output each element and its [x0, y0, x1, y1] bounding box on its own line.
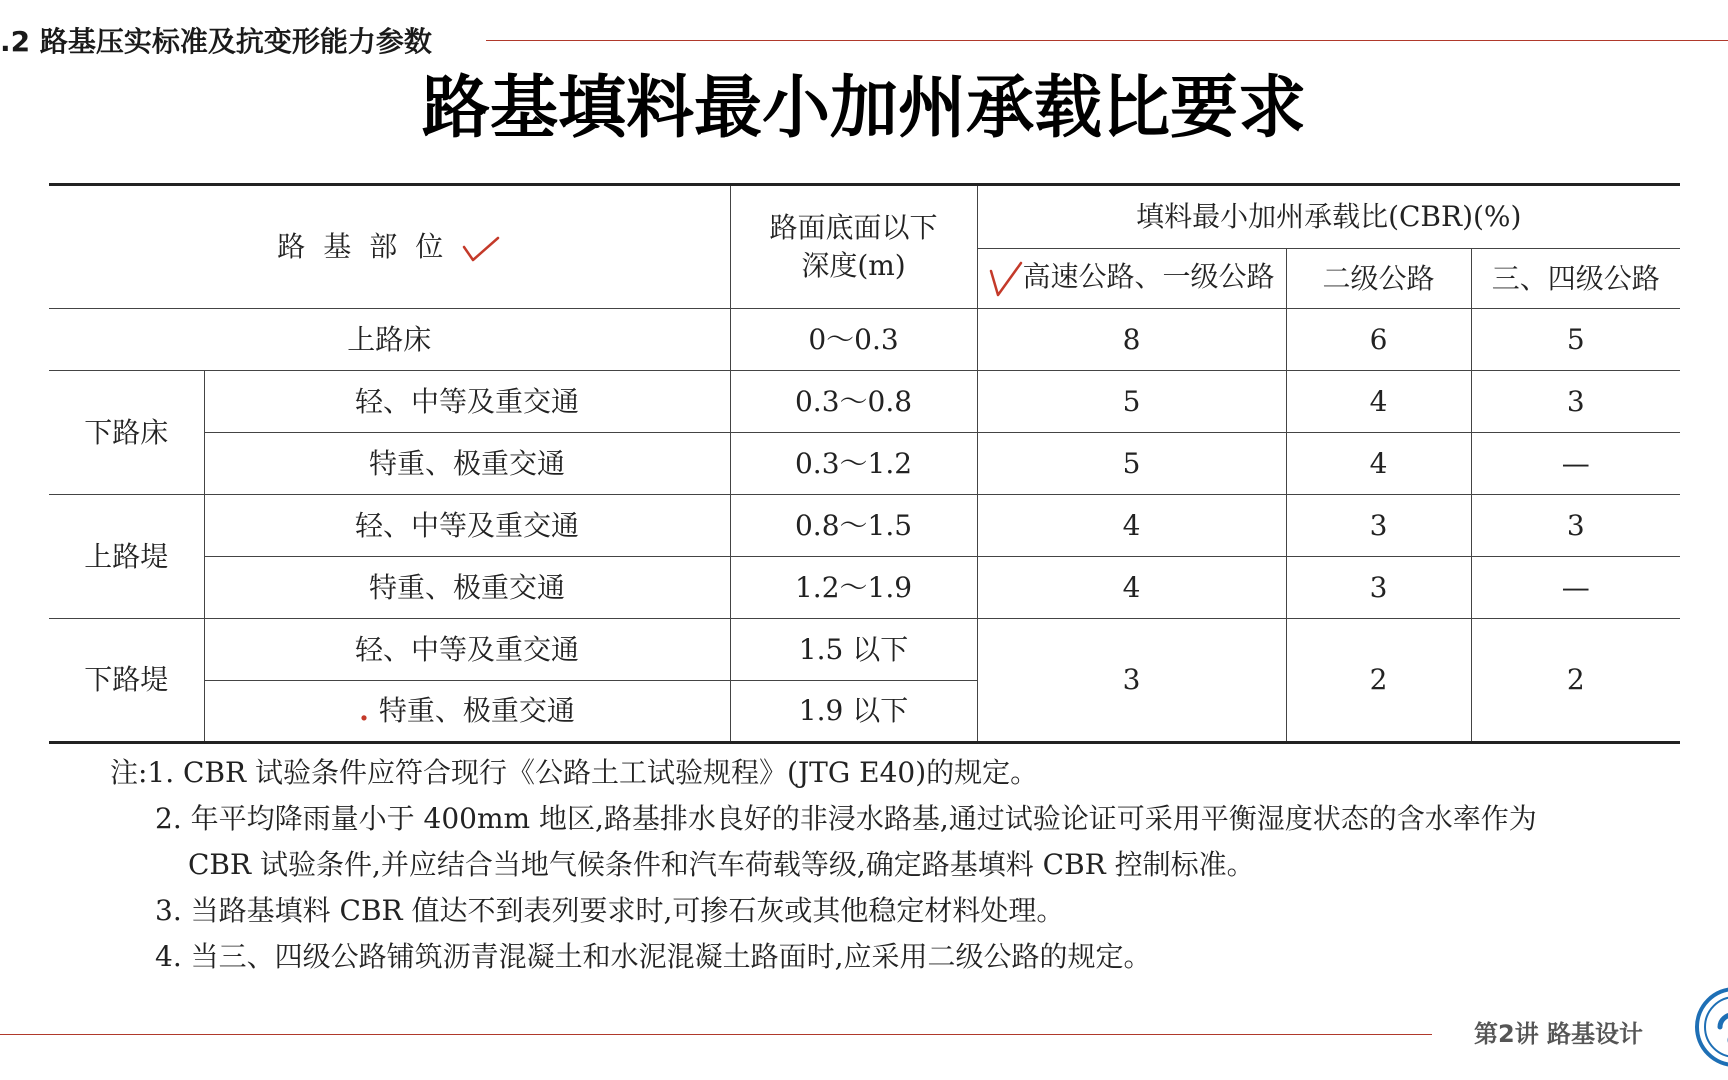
cell-cbr-class-2: 2 [1286, 619, 1471, 743]
header-highway-class-2: 二级公路 [1286, 249, 1471, 309]
cell-cbr-class-3: 2 [1471, 619, 1680, 743]
header-depth-cell [730, 185, 977, 309]
table-row [49, 495, 1680, 557]
cell-section: 下路堤 [49, 619, 204, 743]
cell-depth: 0.3～1.2 [730, 433, 977, 495]
cell-section: 上路堤 [49, 495, 204, 619]
cell-cbr-class-3: 3 [1471, 495, 1680, 557]
cell-cbr-class-2: 6 [1286, 309, 1471, 371]
table-row [49, 371, 1680, 433]
cell-section: 上路床 [49, 309, 730, 371]
cell-traffic: 轻、中等及重交通 [204, 619, 730, 681]
cell-section: 下路床 [49, 371, 204, 495]
handwritten-check-icon [989, 259, 1023, 299]
note-3: 3. 当路基填料 CBR 值达不到表列要求时,可掺石灰或其他稳定材料处理。 [155, 894, 1065, 927]
header-cbr-group: 填料最小加州承载比(CBR)(%) [977, 185, 1680, 249]
cell-cbr-class-1: 5 [977, 371, 1286, 433]
note-2: 2. 年平均降雨量小于 400mm 地区,路基排水良好的非浸水路基,通过试验论证可采用平衡湿度状态的含水率作为 [155, 802, 1537, 835]
cell-cbr-class-1: 8 [977, 309, 1286, 371]
cell-cbr-class-1: 3 [977, 619, 1286, 743]
handwritten-check-icon [461, 234, 501, 264]
cell-traffic: 轻、中等及重交通 [204, 495, 730, 557]
header-depth-line1: 路面底面以下 [769, 211, 938, 245]
cell-depth: 1.9 以下 [730, 681, 977, 743]
cell-traffic-label: 特重、极重交通 [378, 694, 575, 728]
cell-traffic: 轻、中等及重交通 [204, 371, 730, 433]
table-row [49, 433, 1680, 495]
lecture-footer-label: 第2讲 路基设计 [1474, 1020, 1644, 1048]
bottom-divider [0, 1034, 1432, 1035]
note-1: 注:1. CBR 试验条件应符合现行《公路土工试验规程》(JTG E40)的规定。 [110, 756, 1039, 789]
table-row [49, 557, 1680, 619]
cell-cbr-class-1: 4 [977, 557, 1286, 619]
cell-cbr-class-3: 3 [1471, 371, 1680, 433]
cell-depth: 0.3～0.8 [730, 371, 977, 433]
cell-cbr-class-2: 3 [1286, 557, 1471, 619]
cell-cbr-class-2: 4 [1286, 433, 1471, 495]
cell-cbr-class-1: 4 [977, 495, 1286, 557]
cell-cbr-class-2: 4 [1286, 371, 1471, 433]
cell-depth: 0～0.3 [730, 309, 977, 371]
slide-title: 路基填料最小加州承载比要求 [421, 69, 1306, 148]
header-highway-class-1-label: 高速公路、一级公路 [1022, 260, 1275, 294]
cell-depth: 1.2～1.9 [730, 557, 977, 619]
table-row [49, 309, 1680, 371]
table-row [49, 619, 1680, 681]
cell-cbr-class-3: 5 [1471, 309, 1680, 371]
cell-cbr-class-3: — [1471, 557, 1680, 619]
cell-traffic: 特重、极重交通 [204, 433, 730, 495]
note-2-continued: CBR 试验条件,并应结合当地气候条件和汽车荷载等级,确定路基填料 CBR 控制标准。 [188, 848, 1255, 881]
cell-cbr-class-2: 3 [1286, 495, 1471, 557]
section-label: .2 路基压实标准及抗变形能力参数 [0, 25, 432, 58]
header-position-label: 路基部位 [277, 230, 462, 264]
cell-depth: 1.5 以下 [730, 619, 977, 681]
university-logo-icon [1690, 982, 1728, 1072]
table-header-row [49, 185, 1680, 249]
note-4: 4. 当三、四级公路铺筑沥青混凝土和水泥混凝土路面时,应采用二级公路的规定。 [155, 940, 1152, 973]
header-highway-class-3: 三、四级公路 [1471, 249, 1680, 309]
header-depth-line2: 深度(m) [801, 249, 906, 282]
header-highway-class-1 [977, 249, 1286, 309]
cell-traffic: 特重、极重交通 [204, 557, 730, 619]
cell-depth: 0.8～1.5 [730, 495, 977, 557]
header-position-cell [49, 185, 730, 309]
annotation-dot-icon: . [359, 694, 369, 728]
table-notes [110, 750, 1690, 980]
cell-cbr-class-3: — [1471, 433, 1680, 495]
cbr-requirements-table [49, 183, 1680, 744]
cell-traffic [204, 681, 730, 743]
cell-cbr-class-1: 5 [977, 433, 1286, 495]
top-divider [486, 40, 1728, 41]
